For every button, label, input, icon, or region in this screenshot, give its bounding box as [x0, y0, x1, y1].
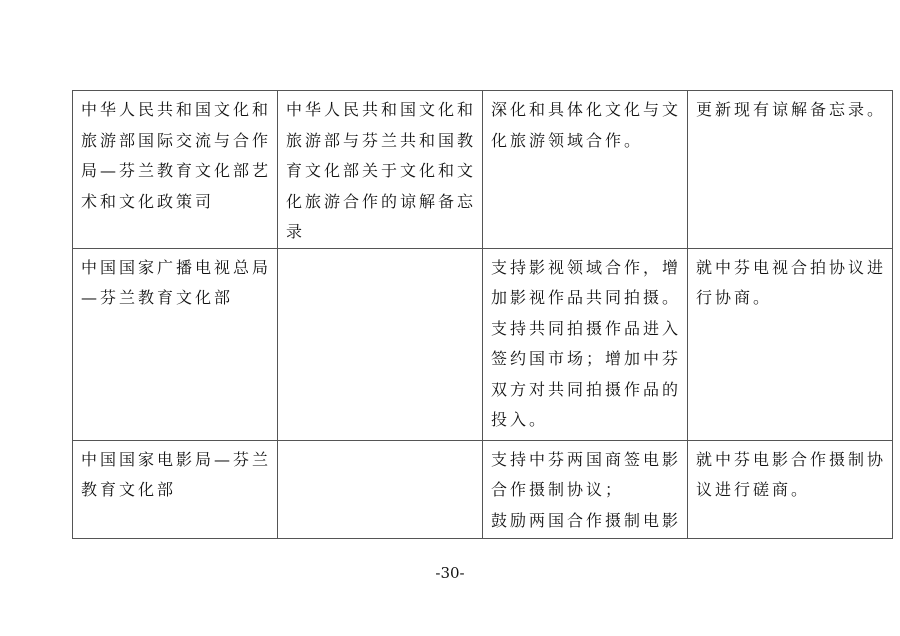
cell-text-line: 行协商。: [696, 288, 773, 307]
agreements-table: [72, 90, 893, 539]
table-cell: [688, 91, 893, 249]
table-cell: [688, 248, 893, 440]
cell-text-line: 合作摄制协议；: [491, 480, 625, 499]
cell-text-line: 深化和具体化文化与文: [491, 100, 682, 119]
table-cell: [688, 440, 893, 538]
page-number: -30-: [435, 564, 465, 582]
table-cell: [278, 91, 483, 249]
cell-text-line: 教育文化部: [81, 480, 177, 499]
table-row: [73, 440, 893, 538]
cell-text-line: 中国国家电影局—芬兰: [81, 449, 272, 469]
table-cell: [278, 440, 483, 538]
cell-text-line: 旅游部与芬兰共和国教: [286, 130, 477, 150]
table-row: [73, 248, 893, 440]
cell-text-line: 化旅游合作的谅解备忘: [286, 191, 477, 211]
cell-text-line: 中国国家广播电视总局: [81, 257, 272, 277]
cell-text-line: 鼓励两国合作摄制电影: [491, 510, 682, 530]
cell-text-line: 化旅游领域合作。: [491, 130, 644, 150]
cell-text-line: —芬兰教育文化部: [81, 288, 234, 307]
cell-text-line: 术和文化政策司: [81, 191, 215, 211]
cell-text-line: 支持共同拍摄作品进入: [491, 318, 682, 338]
cell-text-line: 议进行磋商。: [696, 480, 811, 499]
table-cell: [483, 440, 688, 538]
cell-text-line: 就中芬电影合作摄制协: [696, 449, 887, 469]
table-cell: [73, 248, 278, 440]
table-cell: [73, 91, 278, 249]
cell-text-line: 中华人民共和国文化和: [286, 100, 477, 119]
cell-text-line: 支持影视领域合作，增: [491, 257, 682, 277]
table-cell: [483, 91, 688, 249]
cell-text-line: 双方对共同拍摄作品的: [491, 379, 682, 399]
cell-text-line: 加影视作品共同拍摄。: [491, 288, 682, 307]
cell-text-line: 局—芬兰教育文化部艺: [81, 161, 272, 180]
table-cell: [73, 440, 278, 538]
cell-text-line: 签约国市场；增加中芬: [491, 349, 682, 368]
cell-text-line: 投入。: [491, 410, 549, 429]
table-cell: [483, 248, 688, 440]
cell-text-line: 录: [286, 222, 306, 241]
cell-text-line: 中华人民共和国文化和: [81, 100, 272, 119]
cell-text-line: 更新现有谅解备忘录。: [696, 100, 887, 119]
cell-text-line: 旅游部国际交流与合作: [81, 130, 272, 150]
table-cell: [278, 248, 483, 440]
cell-text-line: 就中芬电视合拍协议进: [696, 257, 887, 277]
table-row: [73, 91, 893, 249]
cell-text-line: 支持中芬两国商签电影: [491, 449, 682, 469]
cell-text-line: 育文化部关于文化和文: [286, 161, 477, 180]
